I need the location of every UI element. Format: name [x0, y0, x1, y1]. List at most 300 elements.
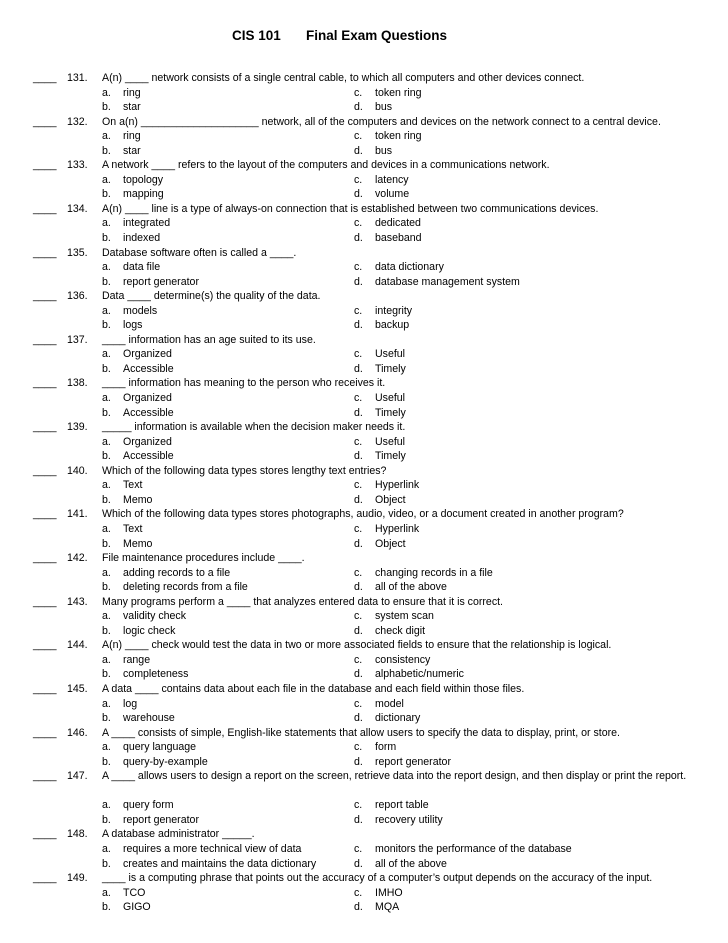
- question-row: [0, 638, 728, 653]
- option-text: query-by-example: [123, 755, 208, 768]
- question-row: [0, 246, 728, 261]
- option-text: Text: [123, 522, 143, 535]
- option-letter: c.: [354, 261, 363, 274]
- answer-option[interactable]: [354, 580, 447, 595]
- answer-option[interactable]: [102, 740, 196, 755]
- option-letter: a.: [102, 348, 111, 361]
- answer-option[interactable]: [354, 362, 406, 377]
- answer-option[interactable]: [102, 609, 186, 624]
- answer-option[interactable]: [354, 173, 409, 188]
- question-stem: Database software often is called a ____.: [102, 246, 297, 259]
- question-stem: Which of the following data types stores lengthy text entries?: [102, 464, 387, 477]
- answer-option[interactable]: [102, 260, 160, 275]
- question-stem: A(n) ____ line is a type of always-on connection that is established between two communications devices.: [102, 202, 599, 215]
- course-code: CIS 101: [232, 28, 281, 43]
- option-row: [0, 537, 728, 552]
- option-row: [0, 449, 728, 464]
- option-row: [0, 275, 728, 290]
- answer-option[interactable]: [354, 493, 406, 508]
- answer-blank[interactable]: ____: [33, 115, 57, 128]
- answer-option[interactable]: [102, 406, 174, 421]
- option-row: [0, 318, 728, 333]
- option-row: [0, 522, 728, 537]
- answer-option[interactable]: [102, 900, 151, 915]
- option-letter: b.: [102, 275, 111, 288]
- question-number: 136.: [67, 290, 88, 303]
- option-letter: c.: [354, 886, 363, 899]
- question-number: 137.: [67, 333, 88, 346]
- option-letter: a.: [102, 653, 111, 666]
- option-text: Organized: [123, 392, 172, 405]
- exam-title: Final Exam Questions: [306, 28, 448, 43]
- option-row: [0, 406, 728, 421]
- option-text: adding records to a file: [123, 566, 231, 579]
- answer-blank[interactable]: ____: [33, 421, 57, 434]
- option-letter: b.: [102, 901, 111, 914]
- answer-option[interactable]: [102, 537, 152, 552]
- answer-blank[interactable]: ____: [33, 726, 57, 739]
- option-text: Object: [375, 537, 406, 550]
- option-letter: d.: [354, 813, 363, 826]
- option-letter: b.: [102, 319, 111, 332]
- option-letter: b.: [102, 144, 111, 157]
- question-row: [0, 769, 728, 798]
- question-stem: File maintenance procedures include ____.: [102, 552, 305, 565]
- answer-option[interactable]: [354, 478, 419, 493]
- option-row: [0, 478, 728, 493]
- question-stem: A(n) ____ network consists of a single central cable, to which all computers and other devices connect.: [102, 72, 585, 84]
- answer-blank[interactable]: ____: [33, 333, 57, 346]
- answer-option[interactable]: [102, 304, 157, 319]
- question-row: [0, 595, 728, 610]
- answer-blank[interactable]: ____: [33, 246, 57, 259]
- answer-option[interactable]: [354, 711, 420, 726]
- option-text: token ring: [375, 130, 422, 143]
- option-text: alphabetic/numeric: [375, 668, 464, 681]
- answer-option[interactable]: [102, 697, 137, 712]
- answer-option[interactable]: [102, 886, 145, 901]
- answer-option[interactable]: [354, 318, 409, 333]
- question-number: 134.: [67, 202, 88, 215]
- option-row: [0, 857, 728, 872]
- option-row: [0, 580, 728, 595]
- answer-option[interactable]: [354, 260, 444, 275]
- answer-option[interactable]: [102, 653, 150, 668]
- option-letter: d.: [354, 450, 363, 463]
- option-text: ring: [123, 86, 141, 99]
- option-text: Timely: [375, 362, 406, 375]
- option-letter: a.: [102, 842, 111, 855]
- option-text: Object: [375, 493, 406, 506]
- option-text: Text: [123, 479, 143, 492]
- answer-option[interactable]: [102, 493, 152, 508]
- answer-option[interactable]: [102, 144, 141, 159]
- answer-option[interactable]: [102, 435, 172, 450]
- answer-option[interactable]: [102, 522, 142, 537]
- answer-option[interactable]: [102, 667, 188, 682]
- option-row: [0, 304, 728, 319]
- answer-option[interactable]: [354, 900, 399, 915]
- question-list: [0, 71, 728, 915]
- option-letter: a.: [102, 173, 111, 186]
- answer-option[interactable]: [354, 304, 412, 319]
- option-row: [0, 129, 728, 144]
- answer-option[interactable]: [354, 798, 429, 813]
- option-letter: a.: [102, 522, 111, 535]
- option-text: Memo: [123, 537, 153, 550]
- option-text: dedicated: [375, 217, 421, 230]
- option-letter: c.: [354, 842, 363, 855]
- option-row: [0, 900, 728, 915]
- answer-option[interactable]: [102, 566, 230, 581]
- option-letter: a.: [102, 741, 111, 754]
- answer-option[interactable]: [354, 347, 405, 362]
- answer-option[interactable]: [102, 842, 301, 857]
- option-letter: c.: [354, 348, 363, 361]
- option-text: Hyperlink: [375, 479, 420, 492]
- option-letter: a.: [102, 566, 111, 579]
- question-stem: Which of the following data types stores photographs, audio, video, or a document created in another program?: [102, 508, 624, 521]
- option-text: database management system: [375, 275, 520, 288]
- option-row: [0, 755, 728, 770]
- question-number: 139.: [67, 421, 88, 434]
- option-letter: d.: [354, 188, 363, 201]
- option-letter: b.: [102, 813, 111, 826]
- question-number: 135.: [67, 246, 88, 259]
- answer-option[interactable]: [354, 144, 392, 159]
- answer-option[interactable]: [354, 755, 451, 770]
- option-letter: c.: [354, 217, 363, 230]
- answer-blank[interactable]: ____: [33, 159, 57, 172]
- option-letter: d.: [354, 362, 363, 375]
- question-row: [0, 376, 728, 391]
- option-text: query language: [123, 741, 197, 754]
- answer-option[interactable]: [102, 275, 199, 290]
- answer-blank[interactable]: ____: [33, 377, 57, 390]
- answer-option[interactable]: [354, 842, 572, 857]
- option-letter: c.: [354, 86, 363, 99]
- option-letter: c.: [354, 799, 363, 812]
- question-number: 131.: [67, 72, 88, 84]
- option-text: data dictionary: [375, 261, 444, 274]
- option-letter: b.: [102, 188, 111, 201]
- answer-option[interactable]: [102, 857, 316, 872]
- option-text: Organized: [123, 435, 172, 448]
- answer-option[interactable]: [102, 173, 163, 188]
- answer-option[interactable]: [354, 216, 421, 231]
- option-text: bus: [375, 101, 393, 114]
- option-text: creates and maintains the data dictionary: [123, 857, 317, 870]
- answer-option[interactable]: [354, 435, 405, 450]
- option-row: [0, 842, 728, 857]
- answer-blank[interactable]: ____: [33, 639, 57, 652]
- answer-option[interactable]: [354, 275, 520, 290]
- question-number: 147.: [67, 770, 88, 783]
- answer-blank[interactable]: ____: [33, 828, 57, 841]
- option-letter: b.: [102, 537, 111, 550]
- option-letter: d.: [354, 901, 363, 914]
- answer-option[interactable]: [102, 478, 142, 493]
- option-text: token ring: [375, 86, 422, 99]
- answer-option[interactable]: [354, 187, 409, 202]
- option-letter: b.: [102, 755, 111, 768]
- answer-option[interactable]: [102, 711, 175, 726]
- option-text: all of the above: [375, 581, 447, 594]
- answer-option[interactable]: [354, 857, 447, 872]
- option-text: report generator: [375, 755, 451, 768]
- answer-blank[interactable]: ____: [33, 202, 57, 215]
- option-letter: c.: [354, 304, 363, 317]
- option-text: IMHO: [375, 886, 403, 899]
- option-letter: a.: [102, 799, 111, 812]
- option-text: form: [375, 741, 397, 754]
- question-stem: A ____ consists of simple, English-like statements that allow users to specify the data to display, print, or store.: [102, 726, 620, 739]
- option-text: Useful: [375, 435, 406, 448]
- option-letter: a.: [102, 610, 111, 623]
- answer-option[interactable]: [354, 449, 406, 464]
- option-letter: c.: [354, 522, 363, 535]
- option-text: baseband: [375, 232, 422, 245]
- answer-option[interactable]: [102, 624, 175, 639]
- answer-option[interactable]: [354, 886, 403, 901]
- option-letter: a.: [102, 697, 111, 710]
- answer-option[interactable]: [354, 653, 430, 668]
- question-stem: Many programs perform a ____ that analyzes entered data to ensure that it is correct.: [102, 595, 504, 608]
- question-number: 148.: [67, 828, 88, 841]
- option-letter: d.: [354, 581, 363, 594]
- option-letter: c.: [354, 435, 363, 448]
- option-letter: a.: [102, 886, 111, 899]
- answer-option[interactable]: [354, 740, 396, 755]
- answer-option[interactable]: [354, 100, 392, 115]
- option-letter: d.: [354, 319, 363, 332]
- option-text: star: [123, 144, 141, 157]
- option-text: TCO: [123, 886, 146, 899]
- question-row: [0, 464, 728, 479]
- option-letter: b.: [102, 450, 111, 463]
- answer-option[interactable]: [354, 813, 443, 828]
- option-letter: b.: [102, 493, 111, 506]
- option-letter: c.: [354, 173, 363, 186]
- question-number: 132.: [67, 115, 88, 128]
- option-row: [0, 391, 728, 406]
- option-text: completeness: [123, 668, 189, 681]
- option-letter: d.: [354, 857, 363, 870]
- answer-blank[interactable]: ____: [33, 464, 57, 477]
- option-text: data file: [123, 261, 161, 274]
- option-letter: b.: [102, 581, 111, 594]
- answer-blank[interactable]: ____: [33, 552, 57, 565]
- option-row: [0, 493, 728, 508]
- option-letter: a.: [102, 479, 111, 492]
- option-letter: b.: [102, 232, 111, 245]
- answer-option[interactable]: [354, 697, 404, 712]
- option-text: report table: [375, 799, 429, 812]
- answer-option[interactable]: [354, 391, 405, 406]
- answer-option[interactable]: [354, 667, 464, 682]
- answer-option[interactable]: [102, 813, 199, 828]
- option-row: [0, 886, 728, 901]
- answer-option[interactable]: [102, 755, 208, 770]
- answer-blank[interactable]: ____: [33, 770, 57, 783]
- option-letter: b.: [102, 624, 111, 637]
- option-letter: b.: [102, 857, 111, 870]
- option-text: Accessible: [123, 450, 174, 463]
- answer-option[interactable]: [102, 231, 160, 246]
- question-stem: ____ is a computing phrase that points out the accuracy of a computer’s output depends on the accuracy of the input.: [102, 872, 653, 885]
- question-number: 144.: [67, 639, 88, 652]
- option-letter: b.: [102, 101, 111, 114]
- question-row: [0, 71, 728, 86]
- answer-option[interactable]: [354, 609, 434, 624]
- option-text: GIGO: [123, 901, 151, 914]
- option-text: ring: [123, 130, 141, 143]
- question-stem: A network ____ refers to the layout of the computers and devices in a communications network.: [102, 159, 550, 172]
- question-row: [0, 202, 728, 217]
- question-row: [0, 726, 728, 741]
- option-text: Useful: [375, 348, 406, 361]
- answer-option[interactable]: [102, 362, 174, 377]
- option-row: [0, 711, 728, 726]
- question-stem: A database administrator _____.: [102, 828, 255, 841]
- option-row: [0, 435, 728, 450]
- answer-option[interactable]: [102, 798, 174, 813]
- answer-option[interactable]: [102, 100, 141, 115]
- answer-option[interactable]: [102, 86, 141, 101]
- answer-option[interactable]: [354, 537, 406, 552]
- question-row: [0, 551, 728, 566]
- option-text: indexed: [123, 232, 161, 245]
- answer-option[interactable]: [354, 231, 422, 246]
- option-row: [0, 667, 728, 682]
- option-row: [0, 231, 728, 246]
- option-text: recovery utility: [375, 813, 443, 826]
- answer-blank[interactable]: ____: [33, 595, 57, 608]
- option-text: query form: [123, 799, 174, 812]
- question-number: 146.: [67, 726, 88, 739]
- option-row: [0, 362, 728, 377]
- option-row: [0, 347, 728, 362]
- question-row: [0, 289, 728, 304]
- option-text: validity check: [123, 610, 186, 623]
- option-text: range: [123, 653, 151, 666]
- option-letter: c.: [354, 741, 363, 754]
- option-letter: a.: [102, 130, 111, 143]
- option-text: integrity: [375, 304, 413, 317]
- answer-option[interactable]: [102, 187, 164, 202]
- option-text: system scan: [375, 610, 434, 623]
- option-text: dictionary: [375, 712, 421, 725]
- question-row: [0, 682, 728, 697]
- option-letter: b.: [102, 668, 111, 681]
- answer-option[interactable]: [102, 347, 172, 362]
- option-letter: a.: [102, 261, 111, 274]
- option-row: [0, 566, 728, 581]
- question-stem: A ____ allows users to design a report on the screen, retrieve data into the report design, and then display or print the report.: [102, 770, 687, 783]
- answer-blank[interactable]: ____: [33, 508, 57, 521]
- option-letter: d.: [354, 755, 363, 768]
- answer-option[interactable]: [102, 216, 170, 231]
- answer-option[interactable]: [354, 624, 425, 639]
- answer-blank[interactable]: ____: [33, 682, 57, 695]
- question-row: [0, 115, 728, 130]
- option-row: [0, 798, 728, 813]
- option-text: integrated: [123, 217, 171, 230]
- answer-option[interactable]: [102, 129, 141, 144]
- option-text: all of the above: [375, 857, 447, 870]
- question-row: [0, 871, 728, 886]
- option-text: logic check: [123, 624, 176, 637]
- option-letter: d.: [354, 101, 363, 114]
- answer-blank[interactable]: ____: [33, 72, 57, 84]
- option-text: Memo: [123, 493, 153, 506]
- answer-option[interactable]: [102, 449, 174, 464]
- option-letter: b.: [102, 712, 111, 725]
- option-text: deleting records from a file: [123, 581, 248, 594]
- answer-option[interactable]: [354, 129, 422, 144]
- option-letter: d.: [354, 712, 363, 725]
- answer-option[interactable]: [354, 406, 406, 421]
- option-letter: d.: [354, 406, 363, 419]
- option-text: Accessible: [123, 406, 174, 419]
- answer-option[interactable]: [102, 580, 248, 595]
- option-letter: d.: [354, 144, 363, 157]
- option-letter: d.: [354, 232, 363, 245]
- answer-option[interactable]: [102, 318, 142, 333]
- option-letter: b.: [102, 362, 111, 375]
- option-text: Organized: [123, 348, 172, 361]
- answer-option[interactable]: [354, 522, 419, 537]
- option-text: mapping: [123, 188, 164, 201]
- answer-option[interactable]: [102, 391, 172, 406]
- question-number: 142.: [67, 552, 88, 565]
- question-number: 133.: [67, 159, 88, 172]
- option-text: Timely: [375, 450, 406, 463]
- option-letter: c.: [354, 479, 363, 492]
- option-row: [0, 144, 728, 159]
- question-stem: _____ information is available when the decision maker needs it.: [102, 421, 406, 434]
- option-row: [0, 187, 728, 202]
- question-stem: ____ information has meaning to the person who receives it.: [102, 377, 386, 390]
- answer-option[interactable]: [354, 86, 422, 101]
- option-row: [0, 624, 728, 639]
- option-text: warehouse: [123, 712, 175, 725]
- question-row: [0, 827, 728, 842]
- answer-option[interactable]: [354, 566, 493, 581]
- question-row: [0, 158, 728, 173]
- option-row: [0, 173, 728, 188]
- question-row: [0, 507, 728, 522]
- option-text: report generator: [123, 275, 199, 288]
- option-text: log: [123, 697, 138, 710]
- option-letter: c.: [354, 697, 363, 710]
- option-text: MQA: [375, 901, 400, 914]
- question-number: 141.: [67, 508, 88, 521]
- answer-blank[interactable]: ____: [33, 872, 57, 885]
- answer-blank[interactable]: ____: [33, 290, 57, 303]
- question-stem: Data ____ determine(s) the quality of the data.: [102, 290, 321, 303]
- option-letter: a.: [102, 392, 111, 405]
- option-letter: c.: [354, 130, 363, 143]
- option-text: models: [123, 304, 158, 317]
- question-number: 138.: [67, 377, 88, 390]
- option-letter: a.: [102, 86, 111, 99]
- option-text: topology: [123, 173, 164, 186]
- option-text: star: [123, 101, 141, 114]
- option-letter: d.: [354, 624, 363, 637]
- option-letter: d.: [354, 493, 363, 506]
- question-number: 140.: [67, 464, 88, 477]
